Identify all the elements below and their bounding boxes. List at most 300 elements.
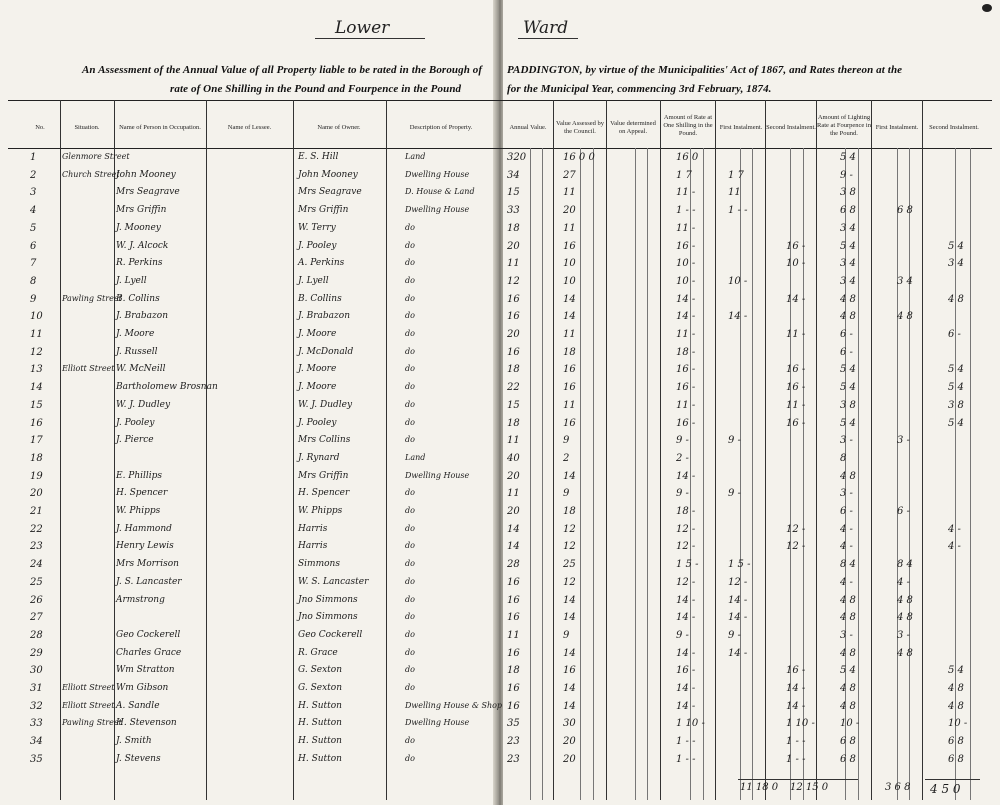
row-situation: Elliott Street — [62, 700, 115, 710]
col-rate-amount: Amount of Rate at One Shilling in the Pound. — [663, 114, 713, 137]
row-rate-amount: 14 - — [676, 612, 696, 624]
row-value-assessed: 12 — [563, 541, 576, 553]
row-lighting-rate: 3 4 — [840, 222, 856, 234]
row-lighting-rate: 8 — [840, 452, 847, 464]
row-second-instalment: 10 - — [786, 258, 806, 270]
row-description: do — [405, 612, 415, 622]
row-annual-value: 16 — [507, 683, 520, 694]
row-lighting-second: 5 4 — [948, 364, 964, 376]
row-value-assessed: 11 — [563, 329, 576, 340]
row-number: 17 — [30, 435, 43, 447]
row-rate-amount: 11 - — [676, 329, 696, 340]
row-lighting-second: 4 - — [948, 523, 961, 535]
row-owner: J. Moore — [298, 329, 337, 339]
row-lighting-first: 6 8 — [897, 205, 913, 217]
row-number: 18 — [30, 452, 43, 464]
total-first-instalment: 11 18 0 — [740, 782, 779, 793]
row-owner: Mrs Collins — [298, 435, 351, 446]
row-rate-amount: 16 - — [676, 364, 696, 376]
row-value-assessed: 10 — [563, 258, 576, 270]
row-rate-amount: 12 - — [676, 541, 696, 553]
row-second-instalment: 14 - — [786, 683, 806, 694]
row-occupant: W. J. Dudley — [116, 399, 171, 410]
row-description: do — [405, 382, 415, 392]
row-number: 28 — [30, 629, 43, 641]
row-owner: W. Terry — [298, 222, 336, 233]
row-situation: Church Street — [62, 169, 120, 179]
row-description: do — [405, 541, 415, 551]
row-second-instalment: 16 - — [786, 364, 806, 376]
row-annual-value: 18 — [507, 665, 520, 677]
row-rate-amount: 14 - — [676, 594, 696, 606]
row-owner: J. McDonald — [298, 346, 354, 357]
row-first-instalment: 14 - — [728, 594, 748, 606]
row-annual-value: 16 — [507, 311, 520, 323]
row-annual-value: 15 — [507, 187, 520, 199]
row-description: do — [405, 736, 415, 746]
row-rate-amount: 1 - - — [676, 753, 696, 765]
row-annual-value: 23 — [507, 736, 520, 748]
row-value-assessed: 14 — [563, 311, 576, 323]
row-occupant: J. Hammond — [116, 523, 172, 534]
row-rate-amount: 9 - — [676, 435, 689, 447]
row-number: 7 — [30, 258, 37, 270]
row-rate-amount: 1 5 - — [676, 559, 699, 571]
row-value-assessed: 12 — [563, 576, 576, 588]
page-corner-mark — [982, 4, 992, 12]
row-value-assessed: 14 — [563, 700, 576, 712]
title-left-line-2: rate of One Shilling in the Pound and Fourpence in the Pound — [170, 83, 462, 95]
row-owner: Harris — [298, 523, 328, 534]
row-rate-amount: 14 - — [676, 311, 696, 323]
row-owner: J. Rynard — [298, 452, 340, 463]
row-annual-value: 18 — [507, 364, 520, 376]
col-first-instalment-2: First Instalment. — [875, 124, 919, 131]
row-number: 4 — [30, 205, 37, 217]
row-lighting-rate: 6 8 — [840, 753, 856, 765]
row-description: Land — [405, 152, 426, 161]
row-number: 13 — [30, 364, 43, 376]
row-number: 23 — [30, 541, 43, 553]
row-second-instalment: 16 - — [786, 417, 806, 429]
row-owner: A. Perkins — [298, 258, 345, 269]
row-annual-value: 22 — [507, 382, 520, 394]
row-rate-amount: 11 - — [676, 187, 696, 199]
row-lighting-rate: 5 4 — [840, 152, 856, 163]
row-lighting-second: 4 8 — [948, 683, 964, 694]
row-lighting-rate: 3 8 — [840, 187, 856, 199]
row-lighting-rate: 10 - — [840, 718, 860, 730]
row-first-instalment: 1 - - — [728, 205, 748, 217]
row-annual-value: 16 — [507, 594, 520, 606]
row-description: do — [405, 311, 415, 321]
row-lighting-rate: 4 8 — [840, 700, 856, 712]
row-rate-amount: 18 - — [676, 346, 696, 358]
row-first-instalment: 1 7 — [728, 169, 744, 181]
row-rate-amount: 16 - — [676, 382, 696, 394]
row-lighting-first: 4 8 — [897, 311, 913, 323]
row-number: 12 — [30, 346, 43, 358]
row-second-instalment: 1 - - — [786, 753, 806, 765]
row-owner: Mrs Griffin — [298, 470, 349, 481]
total-second-instalment: 12 15 0 — [790, 782, 829, 793]
row-lighting-rate: 3 - — [840, 488, 853, 500]
row-owner: Mrs Seagrave — [298, 187, 362, 198]
row-occupant: J. S. Lancaster — [116, 576, 182, 587]
row-lighting-rate: 4 8 — [840, 594, 856, 606]
row-annual-value: 28 — [507, 559, 520, 571]
row-value-assessed: 16 — [563, 240, 576, 252]
col-annual-value: Annual Value. — [509, 124, 547, 131]
row-lighting-first: 4 8 — [897, 647, 913, 659]
row-owner: Mrs Griffin — [298, 205, 349, 216]
row-occupant: J. Pooley — [116, 417, 155, 428]
row-annual-value: 33 — [507, 205, 520, 217]
row-value-assessed: 14 — [563, 612, 576, 624]
row-lighting-rate: 3 8 — [840, 399, 856, 411]
row-occupant: W. J. Alcock — [116, 240, 169, 251]
row-lighting-rate: 4 8 — [840, 683, 856, 694]
row-owner: John Mooney — [298, 169, 358, 180]
row-lighting-first: 3 - — [897, 629, 910, 641]
col-description: Description of Property. — [409, 124, 473, 131]
col-second-instalment-2: Second Instalment. — [929, 124, 979, 131]
row-description: do — [405, 594, 415, 604]
row-occupant: W. McNeill — [116, 364, 166, 375]
row-occupant: J. Lyell — [116, 275, 147, 286]
col-owner: Name of Owner. — [317, 124, 361, 131]
row-first-instalment: 9 - — [728, 435, 741, 447]
row-lighting-second: 3 8 — [948, 399, 964, 411]
row-occupant: Wm Gibson — [116, 683, 169, 693]
row-rate-amount: 14 - — [676, 470, 696, 482]
row-value-assessed: 16 0 0 — [563, 152, 595, 163]
row-annual-value: 14 — [507, 541, 520, 553]
row-value-assessed: 11 — [563, 222, 576, 234]
row-lighting-second: 4 8 — [948, 293, 964, 305]
row-number: 16 — [30, 417, 43, 429]
row-lighting-rate: 8 4 — [840, 559, 856, 571]
row-number: 27 — [30, 612, 43, 624]
row-second-instalment: 14 - — [786, 293, 806, 305]
row-owner: Simmons — [298, 559, 340, 570]
row-occupant: J. Brabazon — [116, 311, 168, 322]
row-value-assessed: 20 — [563, 736, 576, 748]
row-description: do — [405, 488, 415, 498]
row-number: 34 — [30, 736, 43, 748]
ward-heading-right: Ward — [523, 18, 569, 38]
row-number: 3 — [30, 187, 37, 199]
title-left-line-1: An Assessment of the Annual Value of all Property liable to be rated in the Borough of — [82, 64, 483, 76]
row-lighting-second: 10 - — [948, 718, 968, 730]
row-occupant: John Mooney — [116, 169, 176, 180]
row-rate-amount: 14 - — [676, 700, 696, 712]
row-description: D. House & Land — [405, 187, 475, 197]
row-value-assessed: 16 — [563, 364, 576, 376]
row-rate-amount: 16 - — [676, 240, 696, 252]
row-second-instalment: 11 - — [786, 329, 806, 340]
row-annual-value: 18 — [507, 222, 520, 234]
row-owner: J. Brabazon — [298, 311, 350, 322]
row-description: do — [405, 665, 415, 675]
row-rate-amount: 1 10 - — [676, 718, 705, 730]
row-owner: W. J. Dudley — [298, 399, 353, 410]
row-first-instalment: 14 - — [728, 612, 748, 624]
row-first-instalment: 11 — [728, 187, 741, 199]
row-description: do — [405, 258, 415, 268]
row-rate-amount: 16 - — [676, 665, 696, 677]
row-value-assessed: 20 — [563, 205, 576, 217]
row-occupant: Armstrong — [116, 594, 165, 605]
row-lighting-rate: 3 - — [840, 435, 853, 447]
row-owner: Harris — [298, 541, 328, 552]
row-description: do — [405, 329, 415, 338]
row-lighting-rate: 4 - — [840, 541, 853, 553]
row-lighting-second: 6 8 — [948, 753, 964, 765]
row-occupant: J. Mooney — [116, 222, 161, 233]
row-lighting-rate: 4 8 — [840, 470, 856, 482]
row-annual-value: 14 — [507, 523, 520, 535]
row-owner: R. Grace — [298, 647, 338, 658]
title-right-line-1: PADDINGTON, by virtue of the Municipalities' Act of 1867, and Rates thereon at the — [507, 64, 903, 76]
row-rate-amount: 10 - — [676, 258, 696, 270]
row-lighting-rate: 3 4 — [840, 258, 856, 270]
row-lighting-first: 4 8 — [897, 612, 913, 624]
row-owner: Geo Cockerell — [298, 629, 363, 640]
row-value-assessed: 20 — [563, 753, 576, 765]
row-description: do — [405, 523, 415, 533]
row-number: 30 — [30, 665, 43, 677]
row-value-assessed: 16 — [563, 417, 576, 429]
row-situation: Pawling Street — [62, 293, 122, 303]
row-description: do — [405, 683, 415, 692]
row-description: do — [405, 435, 415, 445]
row-value-assessed: 16 — [563, 665, 576, 677]
row-owner: H. Sutton — [298, 718, 342, 729]
row-value-assessed: 14 — [563, 647, 576, 659]
row-lighting-second: 5 4 — [948, 382, 964, 394]
row-second-instalment: 16 - — [786, 665, 806, 677]
row-rate-amount: 11 - — [676, 399, 696, 411]
row-annual-value: 20 — [507, 506, 520, 517]
row-occupant: Bartholomew Brosnan — [116, 382, 218, 393]
row-value-assessed: 9 — [563, 435, 570, 447]
row-number: 14 — [30, 382, 43, 394]
col-occupant: Name of Person in Occupation. — [119, 124, 201, 131]
row-occupant: Mrs Griffin — [116, 205, 167, 216]
row-rate-amount: 9 - — [676, 629, 689, 641]
row-first-instalment: 10 - — [728, 275, 748, 287]
row-number: 5 — [30, 222, 37, 234]
col-second-instalment: Second Instalment. — [766, 124, 816, 131]
row-second-instalment: 1 - - — [786, 736, 806, 748]
row-situation: Pawling Street — [62, 718, 122, 728]
row-description: do — [405, 275, 415, 285]
row-description: Dwelling House — [405, 205, 470, 215]
row-annual-value: 16 — [507, 293, 520, 305]
row-occupant: H. Spencer — [116, 488, 168, 499]
row-occupant: E. Phillips — [116, 470, 163, 481]
row-number: 20 — [30, 488, 43, 500]
row-description: Dwelling House — [405, 718, 470, 728]
row-second-instalment: 16 - — [786, 382, 806, 394]
row-rate-amount: 9 - — [676, 488, 689, 500]
row-lighting-rate: 6 - — [840, 506, 853, 517]
row-annual-value: 20 — [507, 240, 520, 252]
row-description: do — [405, 629, 415, 639]
row-first-instalment: 14 - — [728, 311, 748, 323]
row-annual-value: 320 — [507, 152, 527, 163]
row-description: do — [405, 364, 415, 374]
row-description: do — [405, 559, 415, 569]
row-lighting-rate: 4 8 — [840, 293, 856, 305]
row-occupant: Geo Cockerell — [116, 629, 181, 640]
row-annual-value: 20 — [507, 329, 520, 340]
row-rate-amount: 14 - — [676, 647, 696, 659]
row-number: 8 — [30, 275, 37, 287]
row-occupant: H. Stevenson — [116, 718, 177, 729]
row-owner: J. Moore — [298, 382, 337, 393]
row-lighting-second: 6 8 — [948, 736, 964, 748]
row-occupant: J. Smith — [116, 736, 152, 747]
row-second-instalment: 16 - — [786, 240, 806, 252]
row-lighting-rate: 6 8 — [840, 205, 856, 217]
row-number: 26 — [30, 594, 43, 606]
row-lighting-rate: 5 4 — [840, 240, 856, 252]
row-lighting-rate: 5 4 — [840, 364, 856, 376]
row-owner: Jno Simmons — [298, 612, 358, 623]
row-annual-value: 15 — [507, 399, 520, 411]
row-value-assessed: 30 — [563, 718, 576, 730]
row-owner: E. S. Hill — [298, 152, 339, 162]
row-number: 33 — [30, 718, 43, 730]
ward-heading-left: Lower — [335, 18, 390, 38]
col-lighting-rate: Amount of Lighting Rate at Fourpence in the Pound. — [817, 114, 871, 137]
col-no: No. — [35, 124, 45, 131]
row-number: 31 — [30, 683, 43, 694]
row-value-assessed: 18 — [563, 346, 576, 358]
row-lighting-second: 4 8 — [948, 700, 964, 712]
row-number: 1 — [30, 152, 37, 163]
row-situation: Glenmore Street — [62, 152, 130, 161]
row-value-assessed: 11 — [563, 187, 576, 199]
row-number: 32 — [30, 700, 43, 712]
row-lighting-first: 3 - — [897, 435, 910, 447]
row-annual-value: 16 — [507, 346, 520, 358]
row-owner: J. Lyell — [298, 275, 329, 286]
row-lighting-rate: 5 4 — [840, 417, 856, 429]
row-number: 24 — [30, 559, 43, 571]
row-lighting-rate: 5 4 — [840, 665, 856, 677]
row-annual-value: 35 — [507, 718, 520, 730]
row-rate-amount: 14 - — [676, 293, 696, 305]
row-number: 10 — [30, 311, 43, 323]
row-owner: G. Sexton — [298, 665, 342, 676]
row-number: 22 — [30, 523, 43, 535]
row-value-assessed: 9 — [563, 629, 570, 641]
row-description: Dwelling House — [405, 470, 470, 480]
row-value-assessed: 14 — [563, 683, 576, 694]
row-lighting-second: 5 4 — [948, 665, 964, 677]
row-rate-amount: 1 - - — [676, 205, 696, 217]
row-first-instalment: 9 - — [728, 488, 741, 500]
row-lighting-first: 6 - — [897, 506, 910, 517]
row-rate-amount: 16 - — [676, 417, 696, 429]
row-owner: H. Sutton — [298, 736, 342, 747]
row-number: 19 — [30, 470, 43, 482]
row-occupant: Charles Grace — [116, 647, 182, 658]
row-occupant: B. Collins — [116, 293, 160, 304]
row-owner: J. Pooley — [298, 417, 337, 428]
row-annual-value: 11 — [507, 258, 520, 270]
row-annual-value: 34 — [507, 169, 520, 181]
row-value-assessed: 10 — [563, 275, 576, 287]
col-lessee: Name of Lessee. — [227, 124, 272, 131]
row-annual-value: 12 — [507, 275, 520, 287]
row-lighting-first: 4 - — [897, 576, 910, 588]
row-description: Land — [405, 452, 426, 462]
row-first-instalment: 9 - — [728, 629, 741, 641]
row-value-assessed: 14 — [563, 470, 576, 482]
row-lighting-first: 3 4 — [897, 275, 913, 287]
row-lighting-first: 8 4 — [897, 559, 913, 571]
row-owner: H. Sutton — [298, 700, 342, 711]
row-situation: Elliott Street — [62, 364, 115, 374]
row-annual-value: 16 — [507, 576, 520, 588]
col-situation: Situation. — [74, 124, 100, 131]
row-owner: W. S. Lancaster — [298, 576, 369, 587]
row-description: do — [405, 293, 415, 303]
row-annual-value: 11 — [507, 488, 520, 500]
row-lighting-second: 5 4 — [948, 240, 964, 252]
row-annual-value: 40 — [507, 452, 520, 464]
row-lighting-rate: 4 8 — [840, 311, 856, 323]
row-rate-amount: 1 - - — [676, 736, 696, 748]
row-description: do — [405, 753, 415, 763]
row-annual-value: 11 — [507, 435, 520, 447]
row-description: Dwelling House & Shop — [405, 700, 503, 710]
row-number: 29 — [30, 647, 43, 659]
row-annual-value: 23 — [507, 753, 520, 765]
row-rate-amount: 12 - — [676, 576, 696, 588]
row-lighting-rate: 4 8 — [840, 647, 856, 659]
row-rate-amount: 1 7 — [676, 169, 692, 181]
row-second-instalment: 12 - — [786, 523, 806, 535]
row-annual-value: 16 — [507, 700, 520, 712]
row-rate-amount: 10 - — [676, 275, 696, 287]
row-owner: H. Spencer — [298, 488, 350, 499]
row-lighting-rate: 3 4 — [840, 275, 856, 287]
col-value-assessed: Value Assessed by the Council. — [555, 120, 605, 135]
row-rate-amount: 12 - — [676, 523, 696, 535]
row-value-assessed: 14 — [563, 594, 576, 606]
row-annual-value: 18 — [507, 417, 520, 429]
row-occupant: J. Moore — [116, 329, 155, 339]
row-description: Dwelling House — [405, 169, 470, 179]
row-description: do — [405, 576, 415, 586]
row-value-assessed: 18 — [563, 506, 576, 517]
row-owner: H. Sutton — [298, 753, 342, 764]
title-right-line-2: for the Municipal Year, commencing 3rd February, 1874. — [507, 83, 772, 95]
row-number: 9 — [30, 293, 37, 305]
row-occupant: Mrs Seagrave — [116, 187, 180, 198]
row-annual-value: 20 — [507, 470, 520, 482]
row-occupant: R. Perkins — [116, 258, 163, 269]
col-value-appeal: Value determined on Appeal. — [610, 120, 656, 135]
row-description: do — [405, 506, 415, 515]
row-first-instalment: 12 - — [728, 576, 748, 588]
row-owner: Jno Simmons — [298, 594, 358, 605]
